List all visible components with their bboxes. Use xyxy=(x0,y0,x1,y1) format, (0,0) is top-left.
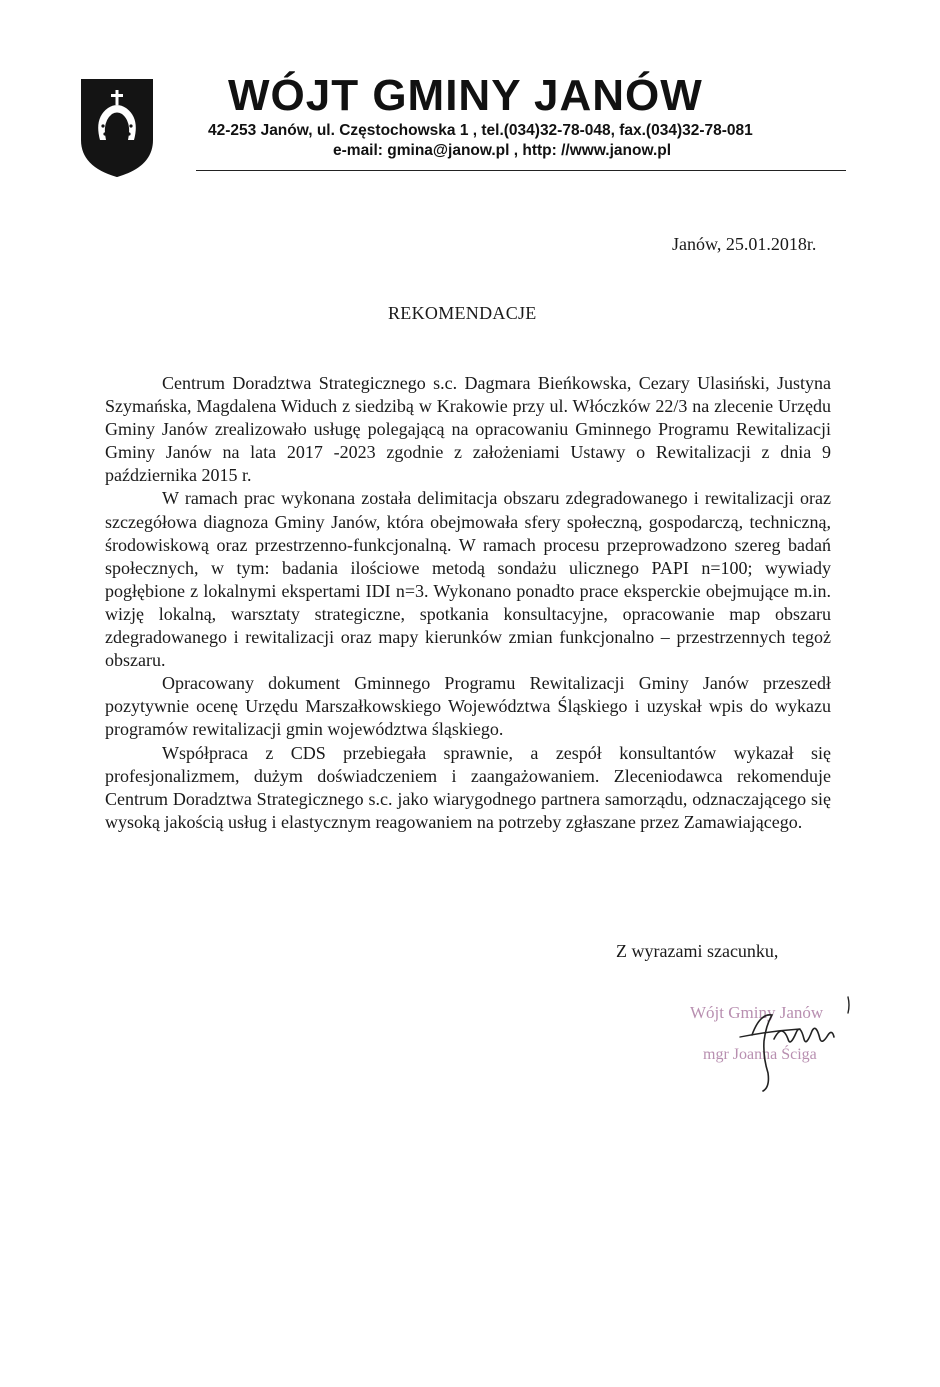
body-paragraph: W ramach prac wykonana została delimitacja obszaru zdegradowanego i rewitalizacji oraz szczegółowa diagnoza Gminy Janów, która obejmowała sfery społeczną, gospodarczą, techniczną, środowiskową oraz przestrzenno-funkcjonalną. W ramach procesu przeprowadzono szereg badań społecznych, w tym: badania ilościowe metodą sondażu ulicznego PAPI n=100; wywiady pogłębione z lokalnymi ekspertami IDI n=3. Wykonano ponadto prace eksperckie obejmujące m.in. wizję lokalną, warsztaty strategiczne, spotkania konsultacyjne, opracowanie map obszaru zdegradowanego i rewitalizacji oraz mapy kierunków zmian funkcjonalno – przestrzennych tegoż obszaru. xyxy=(105,488,831,671)
body-paragraph: Opracowany dokument Gminnego Programu Rewitalizacji Gminy Janów przeszedł pozytywnie ocenę Urzędu Marszałkowskiego Województwa Śląskiego i uzyskał wpis do wykazu programów rewitalizacji gmin województwa śląskiego. xyxy=(105,673,831,740)
handwritten-signature xyxy=(730,995,860,1095)
coat-of-arms-icon xyxy=(80,78,154,178)
letter-body xyxy=(105,372,831,834)
body-paragraph: Współpraca z CDS przebiegała sprawnie, a zespół konsultantów wykazał się profesjonalizmem, dużym doświadczeniem i zaangażowaniem. Zleceniodawca rekomenduje Centrum Doradztwa Strategicznego s.c. jako wiarygodnego partnera samorządu, odznaczającego się wysoką jakością usług i elastycznym reagowaniem na potrzeby zgłaszane przez Zamawiającego. xyxy=(105,742,831,832)
closing-phrase: Z wyrazami szacunku, xyxy=(616,941,779,961)
document-title: REKOMENDACJE xyxy=(388,303,537,323)
stamp-name: mgr Joanna Ściga xyxy=(703,1046,817,1063)
stamp-title: Wójt Gminy Janów xyxy=(690,1003,824,1022)
office-contact: e-mail: gmina@janow.pl , http: //www.janow.pl xyxy=(333,142,672,159)
letterhead-divider xyxy=(196,170,846,171)
letterhead xyxy=(0,0,940,180)
office-title: WÓJT GMINY JANÓW xyxy=(228,71,703,120)
letter-date: Janów, 25.01.2018r. xyxy=(672,234,817,254)
body-paragraph: Centrum Doradztwa Strategicznego s.c. Dagmara Bieńkowska, Cezary Ulasiński, Justyna Szymańska, Magdalena Widuch z siedzibą w Krakowie przy ul. Włóczków 22/3 na zlecenie Urzędu Gminy Janów zrealizowało usługę polegającą na opracowaniu Gminnego Programu Rewitalizacji Gminy Janów na lata 2017 -2023 zgodnie z założeniami Ustawy o Rewitalizacji z dnia 9 października 2015 r. xyxy=(105,373,831,486)
office-address: 42-253 Janów, ul. Częstochowska 1 , tel.(034)32-78-048, fax.(034)32-78-081 xyxy=(208,122,753,139)
